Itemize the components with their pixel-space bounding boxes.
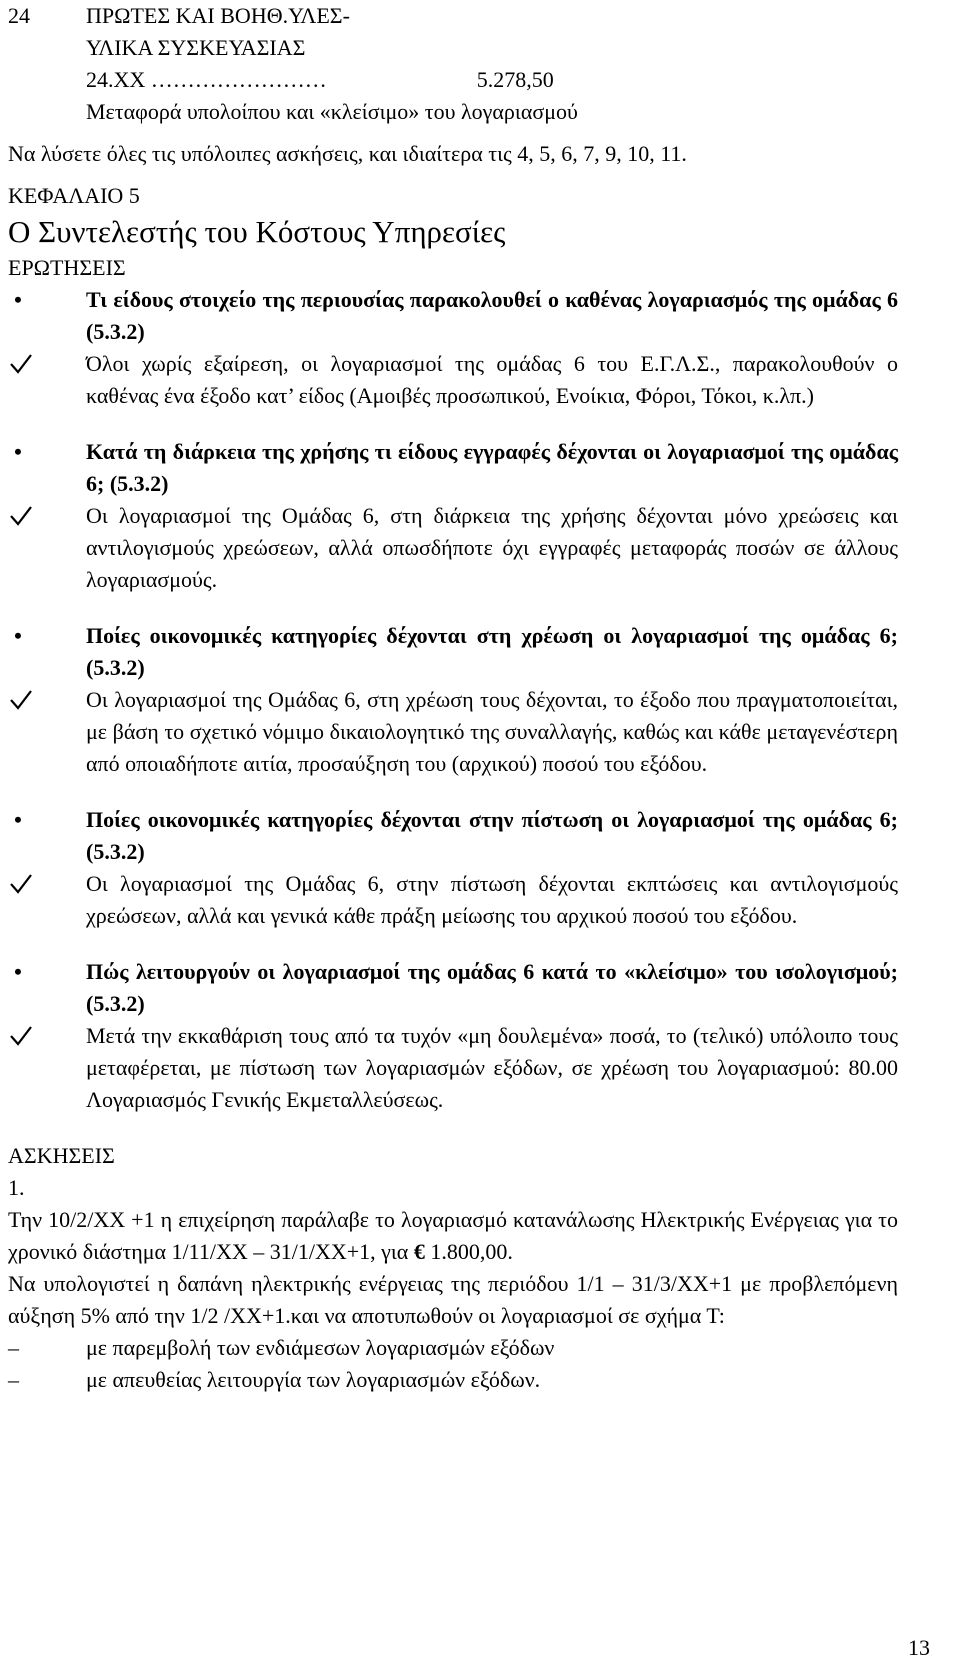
entry-ref: 24.ΧΧ …………………… xyxy=(86,67,327,92)
exercise-para1-text: Την 10/2/ΧΧ +1 η επιχείρηση παράλαβε το λογαριασμό κατανάλωσης Ηλεκτρικής Ενέργειας για το χρονικό διάστημα 1/11/ΧΧ – 31/1/ΧΧ+1, για xyxy=(8,1207,898,1264)
account-title-line2: ΥΛΙΚΑ ΣΥΣΚΕΥΑΣΙΑΣ xyxy=(86,35,306,60)
chapter-label: ΚΕΦΑΛΑΙΟ 5 xyxy=(8,183,140,208)
entry-number: 24 xyxy=(8,3,30,28)
checkmark-icon xyxy=(8,1023,34,1049)
answer-5 xyxy=(8,1020,898,1116)
account-title-line1: ΠΡΩΤΕΣ ΚΑΙ ΒΟΗΘ.ΥΛΕΣ- xyxy=(86,3,350,28)
checkmark-icon xyxy=(8,503,34,529)
question-text: Ποίες οικονομικές κατηγορίες δέχονται στη χρέωση οι λογαριασμοί της ομάδας 6; (5.3.2) xyxy=(86,623,898,680)
questions-heading: ΕΡΩΤΗΣΕΙΣ xyxy=(8,255,126,280)
bullet-icon: • xyxy=(14,287,22,312)
entry-amount: 5.278,50 xyxy=(476,67,554,92)
chapter-title: Ο Συντελεστής του Κόστους Υπηρεσίες xyxy=(8,214,506,249)
checkmark-icon xyxy=(8,687,34,713)
dash-bullet: – xyxy=(8,1367,19,1392)
bullet-icon: • xyxy=(14,439,22,464)
bullet-icon: • xyxy=(14,623,22,648)
answer-1 xyxy=(8,348,898,412)
instruction-text: Να λύσετε όλες τις υπόλοιπες ασκήσεις, και ιδιαίτερα τις 4, 5, 6, 7, 9, 10, 11. xyxy=(8,141,687,166)
answer-text: Οι λογαριασμοί της Ομάδας 6, στη χρέωση τους δέχονται, το έξοδο που πραγματοποιείται, με βάση το σχετικό νόμιμο δικαιολογητικό της συναλλαγής, καθώς και κάθε μεταγενέστερη από οποιαδήποτε αιτία, προσαύξηση του (αρχικού) ποσού του εξόδου. xyxy=(86,687,898,776)
checkmark-icon xyxy=(8,351,34,377)
checkmark-icon xyxy=(8,871,34,897)
exercise-para1-amount: 1.800,00. xyxy=(430,1239,513,1264)
answer-text: Οι λογαριασμοί της Ομάδας 6, στη διάρκεια της χρήσης δέχονται μόνο χρεώσεις και αντιλογισμούς χρεώσεων, αλλά οπωσδήποτε όχι εγγραφές μεταφοράς ποσών σε άλλους λογαριασμούς. xyxy=(86,503,898,592)
answer-text: Όλοι χωρίς εξαίρεση, οι λογαριασμοί της ομάδας 6 του Ε.Γ.Λ.Σ., παρακολουθούν ο καθένας ένα έξοδο κατ’ είδος (Αμοιβές προσωπικού, Ενοίκια, Φόροι, Τόκοι, κ.λπ.) xyxy=(86,351,898,408)
page-number: 13 xyxy=(908,1635,930,1660)
answer-4 xyxy=(8,868,898,932)
question-1 xyxy=(8,284,898,348)
dash-bullet: – xyxy=(8,1335,19,1360)
account-header-row xyxy=(8,0,898,32)
euro-sign: € xyxy=(413,1239,425,1264)
ledger-entry-row xyxy=(8,64,898,96)
exercise-item-text: με παρεμβολή των ενδιάμεσων λογαριασμών εξόδων xyxy=(86,1335,555,1360)
question-2 xyxy=(8,436,898,500)
question-text: Πώς λειτουργούν οι λογαριασμοί της ομάδας 6 κατά το «κλείσιμο» του ισολογισμού; (5.3.2) xyxy=(86,959,898,1016)
exercise-paragraph-1 xyxy=(8,1204,898,1268)
answer-text: Μετά την εκκαθάριση τους από τα τυχόν «μη δουλεμένα» ποσά, το (τελικό) υπόλοιπο τους μεταφέρεται, με πίστωση των λογαριασμών εξόδων, σε χρέωση του λογαριασμού: 80.00 Λογαριασμός Γενικής Εκμεταλλεύσεως. xyxy=(86,1023,898,1112)
exercise-paragraph-2: Να υπολογιστεί η δαπάνη ηλεκτρικής ενέργειας της περιόδου 1/1 – 31/3/ΧΧ+1 με προβλεπόμενη αύξηση 5% από την 1/2 /ΧΧ+1.και να αποτυπωθούν οι λογαριασμοί σε σχήμα Τ: xyxy=(8,1271,898,1328)
exercises-heading: ΑΣΚΗΣΕΙΣ xyxy=(8,1143,115,1168)
question-3 xyxy=(8,620,898,684)
question-text: Κατά τη διάρκεια της χρήσης τι είδους εγγραφές δέχονται οι λογαριασμοί της ομάδας 6; (5.3.2) xyxy=(86,439,898,496)
bullet-icon: • xyxy=(14,807,22,832)
answer-text: Οι λογαριασμοί της Ομάδας 6, στην πίστωση δέχονται εκπτώσεις και αντιλογισμούς χρεώσεων, αλλά και γενικά κάθε πράξη μείωσης του αρχικού ποσού του εξόδου. xyxy=(86,871,898,928)
exercise-item-1 xyxy=(8,1332,898,1364)
document-page xyxy=(8,0,898,1396)
bullet-icon: • xyxy=(14,959,22,984)
exercise-item-2 xyxy=(8,1364,898,1396)
exercise-number: 1. xyxy=(8,1175,25,1200)
question-4 xyxy=(8,804,898,868)
question-text: Ποίες οικονομικές κατηγορίες δέχονται στην πίστωση οι λογαριασμοί της ομάδας 6; (5.3.2) xyxy=(86,807,898,864)
transfer-note: Μεταφορά υπολοίπου και «κλείσιμο» του λογαριασμού xyxy=(86,99,578,124)
answer-3 xyxy=(8,684,898,780)
exercise-item-text: με απευθείας λειτουργία των λογαριασμών εξόδων. xyxy=(86,1367,541,1392)
question-text: Τι είδους στοιχείο της περιουσίας παρακολουθεί ο καθένας λογαριασμός της ομάδας 6 (5.3.2) xyxy=(86,287,898,344)
answer-2 xyxy=(8,500,898,596)
question-5 xyxy=(8,956,898,1020)
